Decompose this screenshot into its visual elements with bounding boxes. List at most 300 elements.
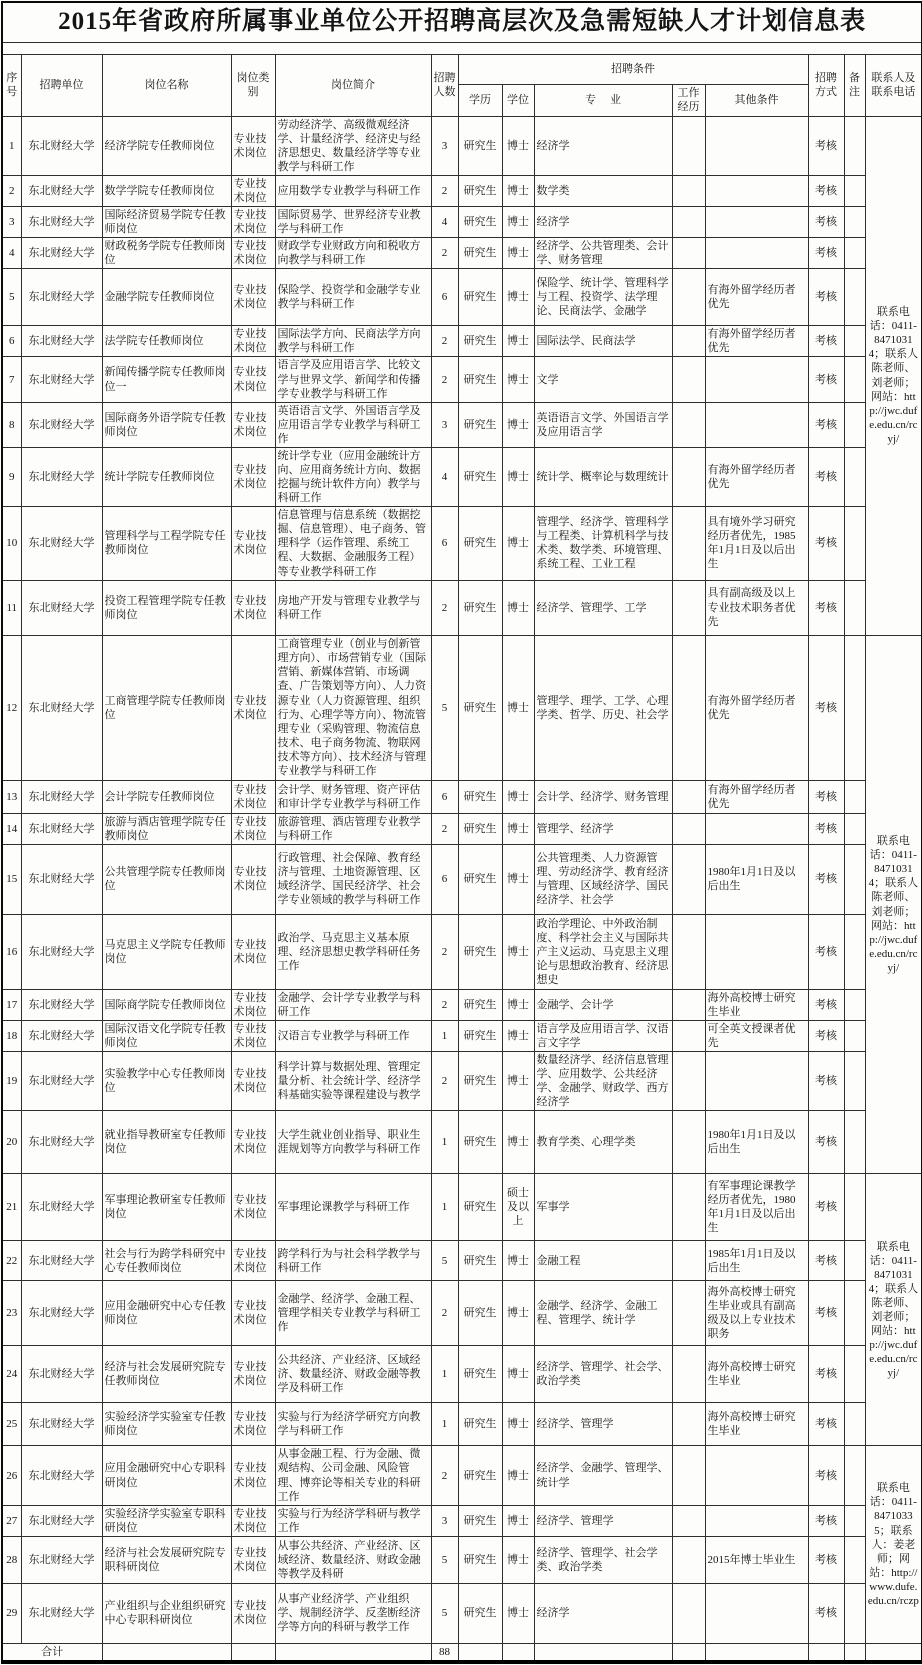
row-count: 4 — [431, 447, 458, 506]
row-major: 语言学及应用语言学、汉语言文字学 — [534, 1020, 672, 1051]
row-other — [705, 1052, 808, 1111]
row-degree: 博士 — [502, 1403, 534, 1446]
row-method: 考核 — [808, 326, 844, 357]
table-row — [2, 269, 922, 326]
row-post-intro: 语言学及应用语言学、比较文学与世界文学、新闻学和传播学专业教学与科研工作 — [275, 357, 431, 402]
row-method: 考核 — [808, 1111, 844, 1174]
row-major: 金融工程 — [534, 1241, 672, 1281]
row-post-type: 专业技术岗位 — [231, 1241, 275, 1281]
row-degree: 博士 — [502, 914, 534, 989]
row-degree: 博士 — [502, 206, 534, 237]
row-post-name: 财政税务学院专任教师岗位 — [102, 238, 231, 269]
table-row — [2, 402, 922, 447]
row-method: 考核 — [808, 1052, 844, 1111]
row-unit: 东北财经大学 — [21, 813, 102, 844]
total-count: 88 — [431, 1643, 458, 1662]
row-remark — [844, 844, 865, 914]
row-remark — [844, 1403, 865, 1446]
row-degree: 博士 — [502, 116, 534, 175]
row-unit: 东北财经大学 — [21, 914, 102, 989]
row-work-exp — [672, 175, 705, 206]
row-remark — [844, 780, 865, 813]
row-seq: 23 — [2, 1281, 21, 1346]
row-count: 2 — [431, 580, 458, 635]
row-post-type: 专业技术岗位 — [231, 1446, 275, 1505]
row-major: 政治学理论、中外政治制度、科学社会主义与国际共产主义运动、马克思主义理论与思想政治教育、经济思想史 — [534, 914, 672, 989]
row-post-name: 实验经济学实验室专任教师岗位 — [102, 1403, 231, 1446]
row-post-type: 专业技术岗位 — [231, 1346, 275, 1403]
row-unit: 东北财经大学 — [21, 1536, 102, 1583]
row-count: 2 — [431, 989, 458, 1020]
row-major: 经济学 — [534, 116, 672, 175]
row-remark — [844, 206, 865, 237]
row-work-exp — [672, 326, 705, 357]
row-unit: 东北财经大学 — [21, 844, 102, 914]
col-header-unit: 招聘单位 — [21, 54, 102, 116]
row-method: 考核 — [808, 914, 844, 989]
table-row — [2, 1403, 922, 1446]
row-education: 研究生 — [458, 780, 502, 813]
row-post-name: 军事理论教研室专任教师岗位 — [102, 1174, 231, 1241]
row-post-intro: 从事金融工程、行为金融、微观结构、公司金融、风险管理、博弈论等相关专业的科研工作 — [275, 1446, 431, 1505]
row-other — [705, 206, 808, 237]
row-post-type: 专业技术岗位 — [231, 1174, 275, 1241]
row-post-name: 经济与社会发展研究院专职科研岗位 — [102, 1536, 231, 1583]
row-seq: 27 — [2, 1505, 21, 1536]
row-post-intro: 应用数学专业教学与科研工作 — [275, 175, 431, 206]
row-degree: 博士 — [502, 507, 534, 580]
row-seq: 5 — [2, 269, 21, 326]
row-other — [705, 116, 808, 175]
row-post-intro: 从事产业经济学、产业组织学、规制经济学、反垄断经济学等方向的科研与教学工作 — [275, 1583, 431, 1643]
row-work-exp — [672, 269, 705, 326]
row-remark — [844, 326, 865, 357]
row-education: 研究生 — [458, 844, 502, 914]
total-remark — [844, 1643, 865, 1662]
table-row — [2, 1281, 922, 1346]
row-post-type: 专业技术岗位 — [231, 1052, 275, 1111]
row-unit: 东北财经大学 — [21, 238, 102, 269]
row-major: 教育学类、心理学类 — [534, 1111, 672, 1174]
row-major: 管理学、理学、工学、心理学类、哲学、历史、社会学 — [534, 635, 672, 780]
table-row — [2, 1583, 922, 1643]
row-seq: 25 — [2, 1403, 21, 1446]
row-post-intro: 金融学、经济学、金融工程、管理学相关专业教学与科研工作 — [275, 1281, 431, 1346]
row-count: 6 — [431, 844, 458, 914]
table-row — [2, 635, 922, 780]
row-major: 英语语言文学、外国语言学及应用语言学 — [534, 402, 672, 447]
row-unit: 东北财经大学 — [21, 357, 102, 402]
row-education: 研究生 — [458, 635, 502, 780]
row-count: 4 — [431, 206, 458, 237]
row-other: 具有境外学习研究经历者优先，1985年1月1日及以后出生 — [705, 507, 808, 580]
row-post-intro: 实验与行为经济学研究方向教学与科研工作 — [275, 1403, 431, 1446]
row-method: 考核 — [808, 238, 844, 269]
row-count: 2 — [431, 175, 458, 206]
row-work-exp — [672, 1346, 705, 1403]
row-post-type: 专业技术岗位 — [231, 813, 275, 844]
row-post-intro: 汉语言专业教学与科研工作 — [275, 1020, 431, 1051]
row-post-intro: 大学生就业创业指导、职业生涯规划等方向教学与科研工作 — [275, 1111, 431, 1174]
row-major: 金融学、会计学 — [534, 989, 672, 1020]
row-post-type: 专业技术岗位 — [231, 1111, 275, 1174]
row-degree: 硕士及以上 — [502, 1174, 534, 1241]
row-remark — [844, 1241, 865, 1281]
row-other: 1985年1月1日及以后出生 — [705, 1241, 808, 1281]
row-count: 3 — [431, 402, 458, 447]
row-post-intro: 信息管理与信息系统（数据挖掘、信息管理）、电子商务、管理科学（运作管理、系统工程、大数据、金融服务工程）等专业教学科研工作 — [275, 507, 431, 580]
row-unit: 东北财经大学 — [21, 269, 102, 326]
row-degree: 博士 — [502, 1020, 534, 1051]
col-header-post-name: 岗位名称 — [102, 54, 231, 116]
row-work-exp — [672, 1536, 705, 1583]
row-other: 海外高校博士研究生毕业 — [705, 1346, 808, 1403]
row-education: 研究生 — [458, 326, 502, 357]
row-remark — [844, 1505, 865, 1536]
row-unit: 东北财经大学 — [21, 402, 102, 447]
row-work-exp — [672, 357, 705, 402]
row-remark — [844, 1536, 865, 1583]
row-other — [705, 402, 808, 447]
row-other: 有海外留学经历者优先 — [705, 635, 808, 780]
row-other: 1980年1月1日及以后出生 — [705, 1111, 808, 1174]
row-other — [705, 357, 808, 402]
row-other: 有海外留学经历者优先 — [705, 780, 808, 813]
row-method: 考核 — [808, 844, 844, 914]
table-row — [2, 175, 922, 206]
total-post-intro — [275, 1643, 431, 1662]
row-post-intro: 国际贸易学、世界经济专业教学与科研工作 — [275, 206, 431, 237]
table-row — [2, 1241, 922, 1281]
row-major: 数学类 — [534, 175, 672, 206]
row-seq: 29 — [2, 1583, 21, 1643]
row-unit: 东北财经大学 — [21, 1505, 102, 1536]
row-post-name: 工商管理学院专任教师岗位 — [102, 635, 231, 780]
row-degree: 博士 — [502, 1052, 534, 1111]
spacer-row — [2, 42, 922, 54]
row-post-type: 专业技术岗位 — [231, 269, 275, 326]
row-major: 经济学 — [534, 1583, 672, 1643]
row-post-name: 国际汉语文化学院专任教师岗位 — [102, 1020, 231, 1051]
row-work-exp — [672, 635, 705, 780]
row-post-intro: 工商管理专业（创业与创新管理方向）、市场营销专业（国际营销、新媒体营销、市场调查、广告策划等方向）、人力资源专业（人力资源管理、组织行为、心理学等方向）、物流管理专业（采购管理、物流信息技术、电子商务物流、物联网技术等方向）、技术经济与管理专业教学与科研工作 — [275, 635, 431, 780]
row-post-name: 旅游与酒店管理学院专任教师岗位 — [102, 813, 231, 844]
row-work-exp — [672, 844, 705, 914]
table-row — [2, 1052, 922, 1111]
row-degree: 博士 — [502, 402, 534, 447]
row-post-intro: 会计学、财务管理、资产评估和审计学专业教学与科研工作 — [275, 780, 431, 813]
row-method: 考核 — [808, 269, 844, 326]
row-seq: 16 — [2, 914, 21, 989]
row-post-intro: 金融学、会计学专业教学与科研工作 — [275, 989, 431, 1020]
col-header-education: 学历 — [458, 84, 502, 116]
row-method: 考核 — [808, 1403, 844, 1446]
row-remark — [844, 116, 865, 175]
row-unit: 东北财经大学 — [21, 989, 102, 1020]
row-degree: 博士 — [502, 1111, 534, 1174]
row-other — [705, 813, 808, 844]
table-row — [2, 1111, 922, 1174]
row-post-name: 公共管理学院专任教师岗位 — [102, 844, 231, 914]
row-unit: 东北财经大学 — [21, 116, 102, 175]
row-count: 3 — [431, 1505, 458, 1536]
table-row — [2, 357, 922, 402]
total-education — [458, 1643, 502, 1662]
table-row — [2, 914, 922, 989]
row-work-exp — [672, 1052, 705, 1111]
row-other: 海外高校博士研究生毕业 — [705, 1403, 808, 1446]
table-row — [2, 507, 922, 580]
row-major: 管理学、经济学 — [534, 813, 672, 844]
row-degree: 博士 — [502, 780, 534, 813]
row-method: 考核 — [808, 989, 844, 1020]
row-unit: 东北财经大学 — [21, 1403, 102, 1446]
row-count: 6 — [431, 269, 458, 326]
row-work-exp — [672, 447, 705, 506]
col-header-post-intro: 岗位简介 — [275, 54, 431, 116]
row-work-exp — [672, 206, 705, 237]
table-row — [2, 813, 922, 844]
row-seq: 26 — [2, 1446, 21, 1505]
title-row — [2, 2, 922, 42]
row-method: 考核 — [808, 1241, 844, 1281]
row-degree: 博士 — [502, 1583, 534, 1643]
total-work-exp — [672, 1643, 705, 1662]
row-post-intro: 英语语言文学、外国语言学及应用语言学专业教学与科研工作 — [275, 402, 431, 447]
row-count: 5 — [431, 1241, 458, 1281]
row-unit: 东北财经大学 — [21, 780, 102, 813]
row-count: 2 — [431, 914, 458, 989]
total-post-type — [231, 1643, 275, 1662]
row-degree: 博士 — [502, 1536, 534, 1583]
row-other: 海外高校博士研究生毕业或具有副高级及以上专业技术职务 — [705, 1281, 808, 1346]
row-degree: 博士 — [502, 1446, 534, 1505]
row-seq: 18 — [2, 1020, 21, 1051]
row-seq: 8 — [2, 402, 21, 447]
row-education: 研究生 — [458, 1583, 502, 1643]
row-post-type: 专业技术岗位 — [231, 1281, 275, 1346]
row-education: 研究生 — [458, 1052, 502, 1111]
row-seq: 17 — [2, 989, 21, 1020]
row-count: 5 — [431, 1583, 458, 1643]
row-count: 6 — [431, 507, 458, 580]
row-other: 有军事理论课教学经历者优先，1980年1月1日及以后出生 — [705, 1174, 808, 1241]
row-seq: 1 — [2, 116, 21, 175]
row-education: 研究生 — [458, 580, 502, 635]
row-other: 海外高校博士研究生毕业 — [705, 989, 808, 1020]
row-education: 研究生 — [458, 175, 502, 206]
table-body — [2, 116, 922, 1643]
row-post-name: 会计学院专任教师岗位 — [102, 780, 231, 813]
table-row — [2, 844, 922, 914]
row-other: 具有副高级及以上专业技术职务者优先 — [705, 580, 808, 635]
row-remark — [844, 1052, 865, 1111]
row-education: 研究生 — [458, 402, 502, 447]
table-row — [2, 238, 922, 269]
row-post-intro: 保险学、投资学和金融学专业教学与科研工作 — [275, 269, 431, 326]
row-post-type: 专业技术岗位 — [231, 175, 275, 206]
row-post-type: 专业技术岗位 — [231, 780, 275, 813]
row-remark — [844, 1583, 865, 1643]
row-education: 研究生 — [458, 238, 502, 269]
row-count: 6 — [431, 780, 458, 813]
row-post-intro: 跨学科行为与社会科学教学与科研工作 — [275, 1241, 431, 1281]
row-remark — [844, 1174, 865, 1241]
row-unit: 东北财经大学 — [21, 1111, 102, 1174]
col-header-post-type: 岗位类别 — [231, 54, 275, 116]
row-post-type: 专业技术岗位 — [231, 1403, 275, 1446]
contact-info: 联系电话：0411-84710314；联系人 陈老师、刘老师；网站：http://jwc.dufe.edu.cn/rcyj/ — [865, 1174, 922, 1446]
row-seq: 13 — [2, 780, 21, 813]
row-work-exp — [672, 1446, 705, 1505]
total-post-name — [102, 1643, 231, 1662]
row-post-name: 新闻传播学院专任教师岗位一 — [102, 357, 231, 402]
row-seq: 9 — [2, 447, 21, 506]
row-major: 经济学、金融学、管理学、统计学 — [534, 1446, 672, 1505]
header-row-1 — [2, 54, 922, 84]
total-other — [705, 1643, 808, 1662]
row-post-name: 管理科学与工程学院专任教师岗位 — [102, 507, 231, 580]
table-row — [2, 1020, 922, 1051]
row-remark — [844, 914, 865, 989]
row-other — [705, 1505, 808, 1536]
total-degree — [502, 1643, 534, 1662]
row-post-intro: 劳动经济学、高级微观经济学、计量经济学、经济史与经济思想史、数量经济学等专业教学与科研工作 — [275, 116, 431, 175]
row-other: 2015年博士毕业生 — [705, 1536, 808, 1583]
row-post-type: 专业技术岗位 — [231, 635, 275, 780]
row-post-intro: 统计学专业（应用金融统计方向、应用商务统计方向、数据挖掘与统计软件方向）教学与科研工作 — [275, 447, 431, 506]
row-remark — [844, 580, 865, 635]
row-education: 研究生 — [458, 357, 502, 402]
table-row — [2, 1174, 922, 1241]
row-work-exp — [672, 1505, 705, 1536]
row-education: 研究生 — [458, 269, 502, 326]
row-seq: 24 — [2, 1346, 21, 1403]
row-seq: 28 — [2, 1536, 21, 1583]
row-post-intro: 军事理论课教学与科研工作 — [275, 1174, 431, 1241]
row-post-name: 实验教学中心专任教师岗位 — [102, 1052, 231, 1111]
row-other — [705, 175, 808, 206]
row-post-intro: 国际法学方向、民商法学方向教学与科研工作 — [275, 326, 431, 357]
row-unit: 东北财经大学 — [21, 175, 102, 206]
row-remark — [844, 402, 865, 447]
table-row — [2, 1346, 922, 1403]
row-method: 考核 — [808, 1536, 844, 1583]
row-post-type: 专业技术岗位 — [231, 326, 275, 357]
row-other — [705, 1446, 808, 1505]
row-method: 考核 — [808, 1281, 844, 1346]
row-method: 考核 — [808, 1020, 844, 1051]
row-remark — [844, 813, 865, 844]
row-education: 研究生 — [458, 116, 502, 175]
row-post-type: 专业技术岗位 — [231, 580, 275, 635]
col-header-other: 其他条件 — [705, 84, 808, 116]
row-major: 保险学、统计学、管理科学与工程、投资学、法学理论、民商法学、金融学 — [534, 269, 672, 326]
row-post-type: 专业技术岗位 — [231, 844, 275, 914]
row-post-intro: 房地产开发与管理专业教学与科研工作 — [275, 580, 431, 635]
row-unit: 东北财经大学 — [21, 1346, 102, 1403]
row-post-name: 马克思主义学院专任教师岗位 — [102, 914, 231, 989]
row-other — [705, 1583, 808, 1643]
row-unit: 东北财经大学 — [21, 1174, 102, 1241]
row-major: 经济学、管理学、社会学、政治学类 — [534, 1346, 672, 1403]
row-count: 2 — [431, 238, 458, 269]
row-post-intro: 实验与行为经济学科研与教学工作 — [275, 1505, 431, 1536]
row-education: 研究生 — [458, 813, 502, 844]
row-education: 研究生 — [458, 1446, 502, 1505]
row-method: 考核 — [808, 1583, 844, 1643]
row-other: 可全英文授课者优先 — [705, 1020, 808, 1051]
row-post-name: 社会与行为跨学科研究中心专任教师岗位 — [102, 1241, 231, 1281]
row-major: 国际法学、民商法学 — [534, 326, 672, 357]
row-seq: 2 — [2, 175, 21, 206]
row-seq: 3 — [2, 206, 21, 237]
row-unit: 东北财经大学 — [21, 507, 102, 580]
row-seq: 20 — [2, 1111, 21, 1174]
row-post-name: 经济与社会发展研究院专任教师岗位 — [102, 1346, 231, 1403]
col-header-major: 专业 — [534, 84, 672, 116]
total-contact — [865, 1643, 922, 1662]
row-method: 考核 — [808, 402, 844, 447]
row-unit: 东北财经大学 — [21, 447, 102, 506]
row-remark — [844, 357, 865, 402]
row-education: 研究生 — [458, 1346, 502, 1403]
row-method: 考核 — [808, 357, 844, 402]
row-count: 5 — [431, 1536, 458, 1583]
row-post-name: 经济学院专任教师岗位 — [102, 116, 231, 175]
row-post-name: 国际商学院专任教师岗位 — [102, 989, 231, 1020]
col-header-count: 招聘人数 — [431, 54, 458, 116]
row-count: 3 — [431, 116, 458, 175]
table-row — [2, 1446, 922, 1505]
row-unit: 东北财经大学 — [21, 1446, 102, 1505]
row-major: 经济学、管理学 — [534, 1403, 672, 1446]
row-post-intro: 财政学专业财政方向和税收方向教学与科研工作 — [275, 238, 431, 269]
total-row — [2, 1643, 922, 1662]
row-education: 研究生 — [458, 1536, 502, 1583]
table-row — [2, 326, 922, 357]
row-post-type: 专业技术岗位 — [231, 1536, 275, 1583]
row-post-intro: 从事公共经济、产业经济、区域经济、数量经济、财政金融等教学及科研 — [275, 1536, 431, 1583]
row-remark — [844, 1346, 865, 1403]
row-work-exp — [672, 1174, 705, 1241]
row-major: 经济学、管理学 — [534, 1505, 672, 1536]
row-degree: 博士 — [502, 238, 534, 269]
row-count: 1 — [431, 1403, 458, 1446]
row-major: 会计学、经济学、财务管理 — [534, 780, 672, 813]
row-unit: 东北财经大学 — [21, 635, 102, 780]
row-work-exp — [672, 1111, 705, 1174]
row-education: 研究生 — [458, 1020, 502, 1051]
row-education: 研究生 — [458, 989, 502, 1020]
row-seq: 22 — [2, 1241, 21, 1281]
row-method: 考核 — [808, 780, 844, 813]
row-degree: 博士 — [502, 1346, 534, 1403]
row-remark — [844, 269, 865, 326]
row-work-exp — [672, 989, 705, 1020]
row-method: 考核 — [808, 1174, 844, 1241]
row-post-name: 法学院专任教师岗位 — [102, 326, 231, 357]
row-post-intro: 公共经济、产业经济、区域经济、数量经济、财政金融等教学及科研工作 — [275, 1346, 431, 1403]
col-header-conditions: 招聘条件 — [458, 54, 808, 84]
row-post-type: 专业技术岗位 — [231, 1020, 275, 1051]
row-degree: 博士 — [502, 175, 534, 206]
row-method: 考核 — [808, 175, 844, 206]
row-degree: 博士 — [502, 326, 534, 357]
row-count: 2 — [431, 357, 458, 402]
contact-info: 联系电话：0411-84710335；联系人：姜老师；网站：http://www.dufe.edu.cn/rczp — [865, 1446, 922, 1643]
table-row — [2, 780, 922, 813]
